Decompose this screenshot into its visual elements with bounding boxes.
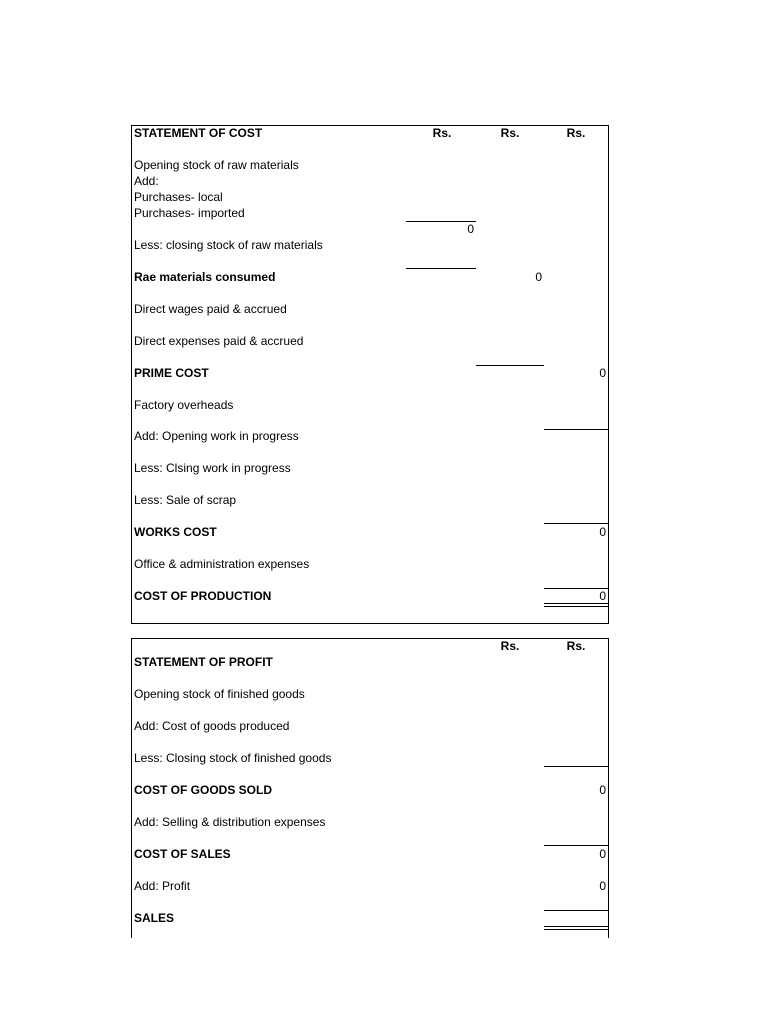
line-add: Add: xyxy=(134,174,159,188)
line-factory-overheads: Factory overheads xyxy=(134,398,234,412)
line-purchases-local: Purchases- local xyxy=(134,190,223,204)
subtotal-rule xyxy=(544,766,608,767)
raw-materials-consumed-value: 0 xyxy=(535,270,542,284)
double-underline-rule xyxy=(544,603,608,604)
profit-value: 0 xyxy=(599,879,606,893)
line-selling-distribution: Add: Selling & distribution expenses xyxy=(134,815,326,829)
line-closing-stock-finished: Less: Closing stock of finished goods xyxy=(134,751,332,765)
line-raw-materials-consumed: Rae materials consumed xyxy=(134,270,276,284)
works-cost-value: 0 xyxy=(599,525,606,539)
line-opening-stock-finished: Opening stock of finished goods xyxy=(134,687,305,701)
line-purchases-imported: Purchases- imported xyxy=(134,206,245,220)
subtotal-rule xyxy=(406,268,476,269)
profit-col-header-rs-2: Rs. xyxy=(566,639,586,653)
line-sales: SALES xyxy=(134,911,175,925)
cost-of-sales-value: 0 xyxy=(599,847,606,861)
profit-statement-title: STATEMENT OF PROFIT xyxy=(134,655,273,669)
line-direct-wages: Direct wages paid & accrued xyxy=(134,302,287,316)
profit-col-header-rs-1: Rs. xyxy=(500,639,520,653)
line-cost-of-production: COST OF PRODUCTION xyxy=(134,589,272,603)
line-closing-wip: Less: Clsing work in progress xyxy=(134,461,291,475)
subtotal-rule xyxy=(544,910,608,911)
double-underline-rule xyxy=(544,929,608,930)
line-cost-of-goods-sold: COST OF GOODS SOLD xyxy=(134,783,273,797)
subtotal-rule xyxy=(476,365,544,366)
subtotal-rule xyxy=(544,845,608,846)
cost-of-goods-sold-value: 0 xyxy=(599,783,606,797)
col-header-rs-1: Rs. xyxy=(432,126,452,140)
line-opening-stock-raw: Opening stock of raw materials xyxy=(134,158,299,172)
line-closing-stock-raw: Less: closing stock of raw materials xyxy=(134,238,323,252)
col-header-rs-3: Rs. xyxy=(566,126,586,140)
line-opening-wip: Add: Opening work in progress xyxy=(134,429,299,443)
cost-of-production-value: 0 xyxy=(599,589,606,603)
cost-statement-title: STATEMENT OF COST xyxy=(134,126,263,140)
line-works-cost: WORKS COST xyxy=(134,525,217,539)
double-underline-rule xyxy=(544,606,608,607)
line-prime-cost: PRIME COST xyxy=(134,366,209,380)
subtotal-rule xyxy=(544,429,608,430)
subtotal-rule xyxy=(544,523,608,524)
col-header-rs-2: Rs. xyxy=(500,126,520,140)
purchases-subtotal-value: 0 xyxy=(467,222,474,236)
prime-cost-value: 0 xyxy=(599,366,606,380)
line-cost-of-goods-produced: Add: Cost of goods produced xyxy=(134,719,290,733)
line-direct-expenses: Direct expenses paid & accrued xyxy=(134,334,304,348)
double-underline-rule xyxy=(544,926,608,927)
line-sale-of-scrap: Less: Sale of scrap xyxy=(134,493,237,507)
line-cost-of-sales: COST OF SALES xyxy=(134,847,231,861)
line-add-profit: Add: Profit xyxy=(134,879,191,893)
line-office-admin: Office & administration expenses xyxy=(134,557,310,571)
